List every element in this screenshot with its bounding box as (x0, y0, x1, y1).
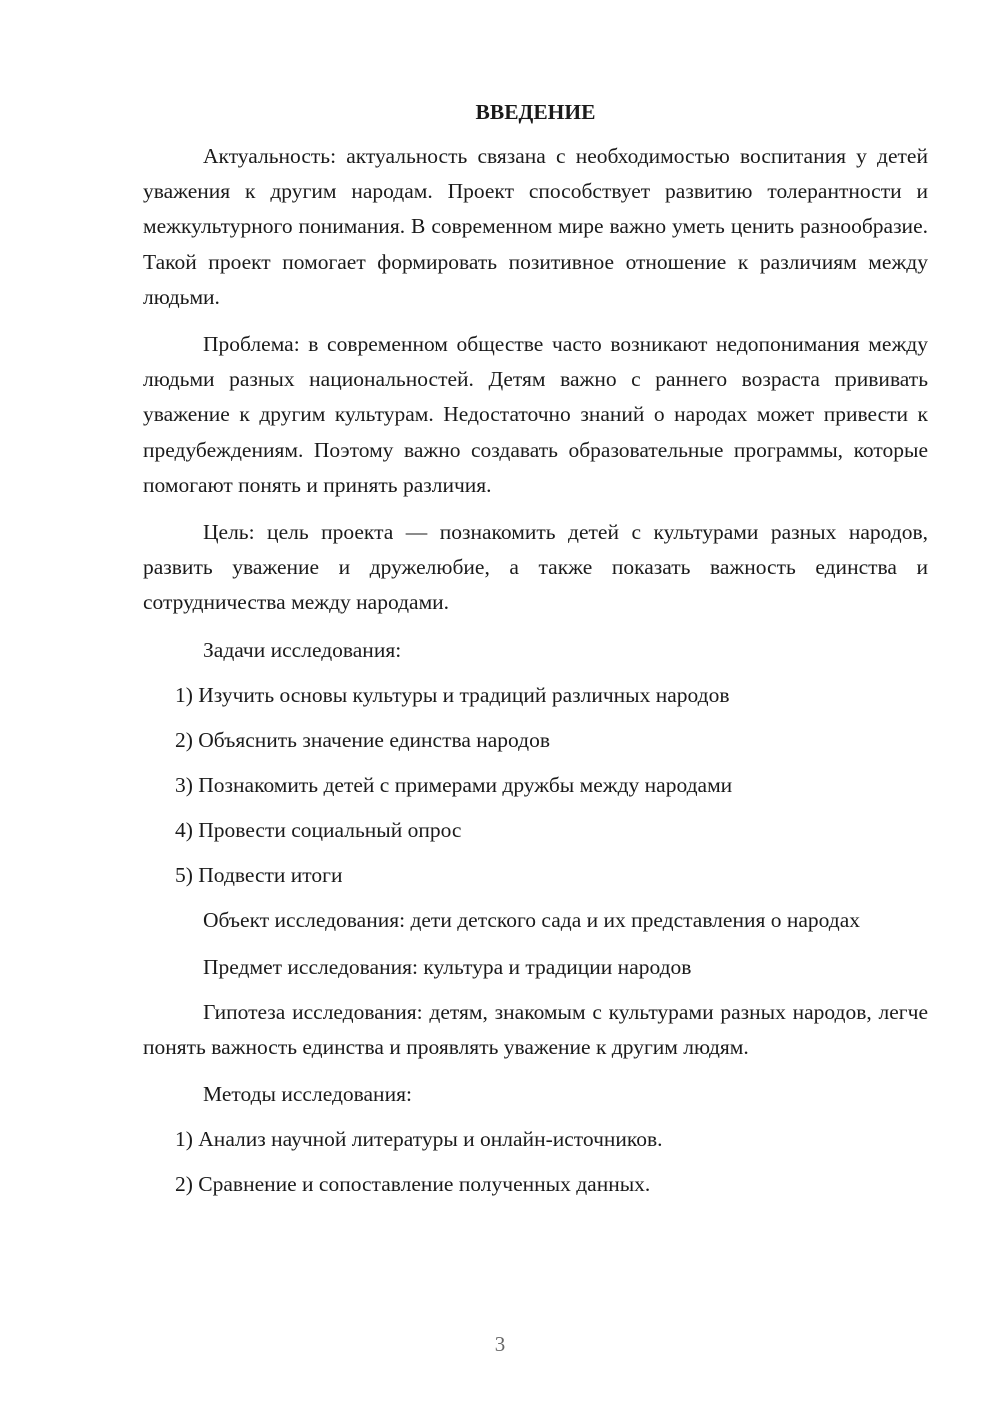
task-item: 3) Познакомить детей с примерами дружбы между народами (175, 772, 733, 797)
task-item: 1) Изучить основы культуры и традиций различных народов (175, 682, 730, 707)
page-content (143, 95, 928, 1212)
method-item: 1) Анализ научной литературы и онлайн-источников. (175, 1127, 663, 1152)
page-number: 3 (494, 1332, 506, 1356)
task-item: 5) Подвести итоги (175, 862, 343, 887)
task-item: 4) Провести социальный опрос (175, 817, 462, 842)
task-item: 2) Объяснить значение единства народов (175, 727, 551, 752)
subject-paragraph: Предмет исследования: культура и традиции народов (203, 954, 692, 979)
methods-heading: Методы исследования: (203, 1082, 412, 1107)
method-item: 2) Сравнение и сопоставление полученных данных. (175, 1172, 651, 1197)
hypothesis-paragraph: Гипотеза исследования: детям, знакомым с культурами разных народов, легче понять важность единства и проявлять уважение к другим людям. (143, 999, 928, 1060)
problem-paragraph: Проблема: в современном обществе часто возникают недопонимания между людьми разных национальностей. Детям важно с раннего возраста прививать уважение к другим культурам. Недостаточно знаний о народах может привести к предубеждениям. Поэтому важно создавать образовательные программы, которые помогают понять и принять различия. (143, 332, 928, 497)
tasks-heading: Задачи исследования: (203, 637, 402, 662)
section-heading: ВВЕДЕНИЕ (475, 100, 596, 124)
object-paragraph: Объект исследования: дети детского сада и их представления о народах (203, 907, 861, 932)
goal-paragraph: Цель: цель проекта — познакомить детей с культурами разных народов, развить уважение и дружелюбие, а также показать важность единства и сотрудничества между народами. (143, 520, 928, 615)
relevance-paragraph: Актуальность: актуальность связана с необходимостью воспитания у детей уважения к другим народам. Проект способствует развитию толерантности и межкультурного понимания. В современном мире важно уметь ценить разнообразие. Такой проект помогает формировать позитивное отношение к различиям между людьми. (143, 144, 928, 309)
